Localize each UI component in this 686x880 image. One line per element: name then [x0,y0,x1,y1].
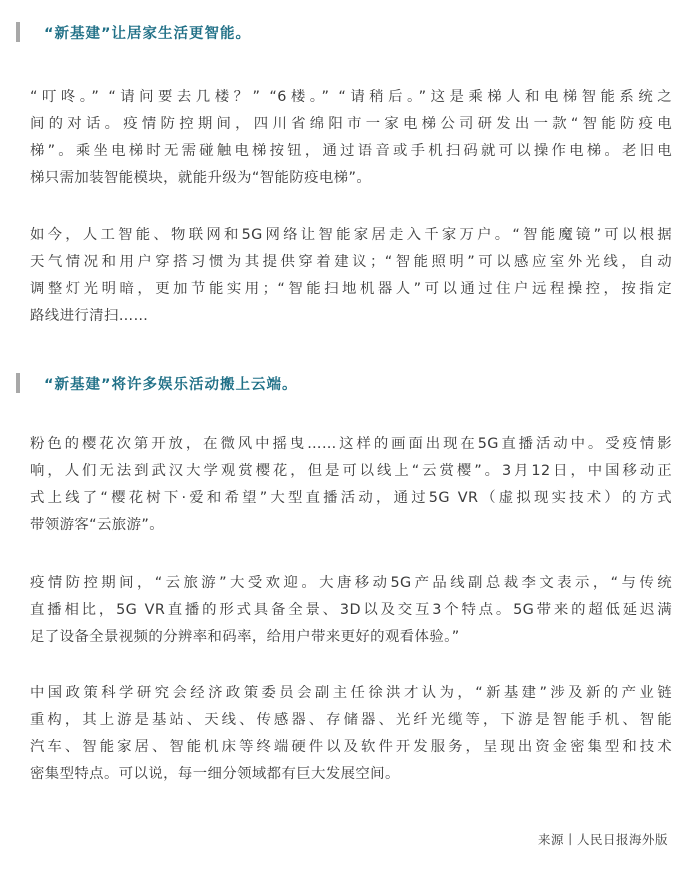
text-line: 汽车、智能家居、智能机床等终端硬件以及软件开发服务，呈现出资金密集型和技术 [30,739,672,755]
text-line: 响，人们无法到武汉大学观赏樱花，但是可以线上“云赏樱”。3月12日，中国移动正 [30,463,672,479]
section-title: “新基建”让居家生活更智能。 [44,25,252,42]
text-line: 中国政策科学研究会经济政策委员会副主任徐洪才认为，“新基建”涉及新的产业链 [30,685,672,701]
text-line: 足了设备全景视频的分辨率和码率，给用户带来更好的观看体验。” [30,629,460,645]
source-credit: 来源丨人民日报海外版 [537,832,668,847]
text-line: 调整灯光明暗，更加节能实用；“智能扫地机器人”可以通过住户远程操控，按指定 [30,281,672,297]
text-line: 带领游客“云旅游”。 [30,517,165,533]
text-line: 密集型特点。可以说，每一细分领域都有巨大发展空间。 [30,766,400,782]
paragraph-industry-chain [30,680,672,788]
section-heading-cloud-entertainment [16,372,298,394]
paragraph-cloud-tourism [30,570,672,651]
text-line: 如今，人工智能、物联网和5G网络让智能家居走入千家万户。“智能魔镜”可以根据 [30,227,672,243]
text-line: 重构，其上游是基站、天线、传感器、存储器、光纤光缆等，下游是智能手机、智能 [30,712,672,728]
paragraph-cherry-blossom [30,431,672,539]
text-line: 间的对话。疫情防控期间，四川省绵阳市一家电梯公司研发出一款“智能防疫电 [30,116,672,132]
text-line: 疫情防控期间，“云旅游”大受欢迎。大唐移动5G产品线副总裁李文表示，“与传统 [30,575,672,591]
section-title: “新基建”将许多娱乐活动搬上云端。 [44,376,298,393]
section-heading-smart-home [16,21,251,43]
section-marker-bar [16,22,20,42]
section-marker-bar [16,373,20,393]
paragraph-smart-elevator [30,84,672,192]
text-line: 直播相比，5G VR直播的形式具备全景、3D以及交互3个特点。5G带来的超低延迟满 [30,602,672,618]
text-line: 梯”。乘坐电梯时无需碰触电梯按钮，通过语音或手机扫码就可以操作电梯。老旧电 [30,143,672,159]
paragraph-smart-home [30,222,672,330]
text-line: “叮咚。” “请问要去几楼？” “6楼。” “请稍后。”这是乘梯人和电梯智能系统之 [30,89,672,105]
text-line: 路线进行清扫…… [30,308,149,324]
text-line: 梯只需加装智能模块，就能升级为“智能防疫电梯”。 [30,170,372,186]
text-line: 式上线了“樱花树下·爱和希望”大型直播活动，通过5G VR（虚拟现实技术）的方式 [30,490,672,506]
text-line: 天气情况和用户穿搭习惯为其提供穿着建议；“智能照明”可以感应室外光线，自动 [30,254,672,270]
text-line: 粉色的樱花次第开放，在微风中摇曳……这样的画面出现在5G直播活动中。受疫情影 [30,436,672,452]
